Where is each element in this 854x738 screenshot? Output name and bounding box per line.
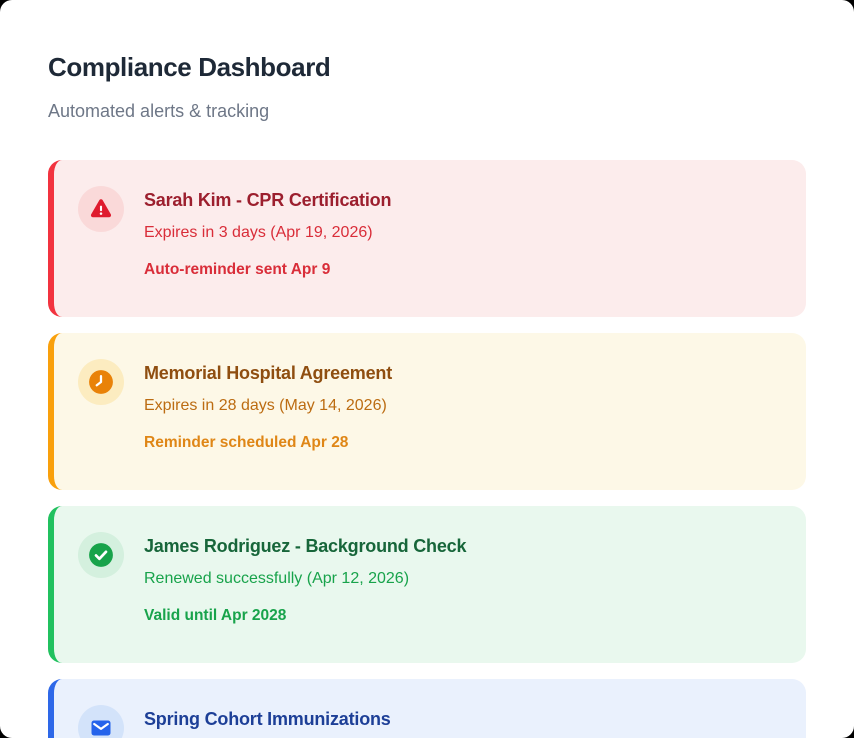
alert-title: James Rodriguez - Background Check [144, 536, 467, 556]
alert-card-cpr-certification[interactable] [48, 160, 806, 317]
page-subtitle: Automated alerts & tracking [48, 101, 270, 121]
alert-title: Memorial Hospital Agreement [144, 363, 392, 383]
alert-text [144, 705, 778, 738]
alert-status: Valid until Apr 2028 [144, 607, 287, 624]
alert-list [48, 160, 806, 738]
alert-detail: Renewed successfully (Apr 12, 2026) [144, 570, 410, 587]
alert-card-immunizations[interactable] [48, 679, 806, 738]
mail-icon [78, 705, 124, 738]
warning-triangle-icon [78, 186, 124, 232]
alert-status: Reminder scheduled Apr 28 [144, 434, 349, 451]
alert-title: Sarah Kim - CPR Certification [144, 190, 392, 210]
clock-icon [78, 359, 124, 405]
alert-text [144, 359, 778, 455]
alert-status: Auto-reminder sent Apr 9 [144, 261, 331, 278]
alert-card-hospital-agreement[interactable] [48, 333, 806, 490]
alert-detail: Expires in 28 days (May 14, 2026) [144, 397, 387, 414]
alert-card-background-check[interactable] [48, 506, 806, 663]
alert-text [144, 532, 778, 628]
page-title: Compliance Dashboard [48, 52, 331, 82]
alert-title: Spring Cohort Immunizations [144, 709, 391, 729]
alert-text [144, 186, 778, 282]
check-circle-icon [78, 532, 124, 578]
alert-detail: Expires in 3 days (Apr 19, 2026) [144, 224, 373, 241]
